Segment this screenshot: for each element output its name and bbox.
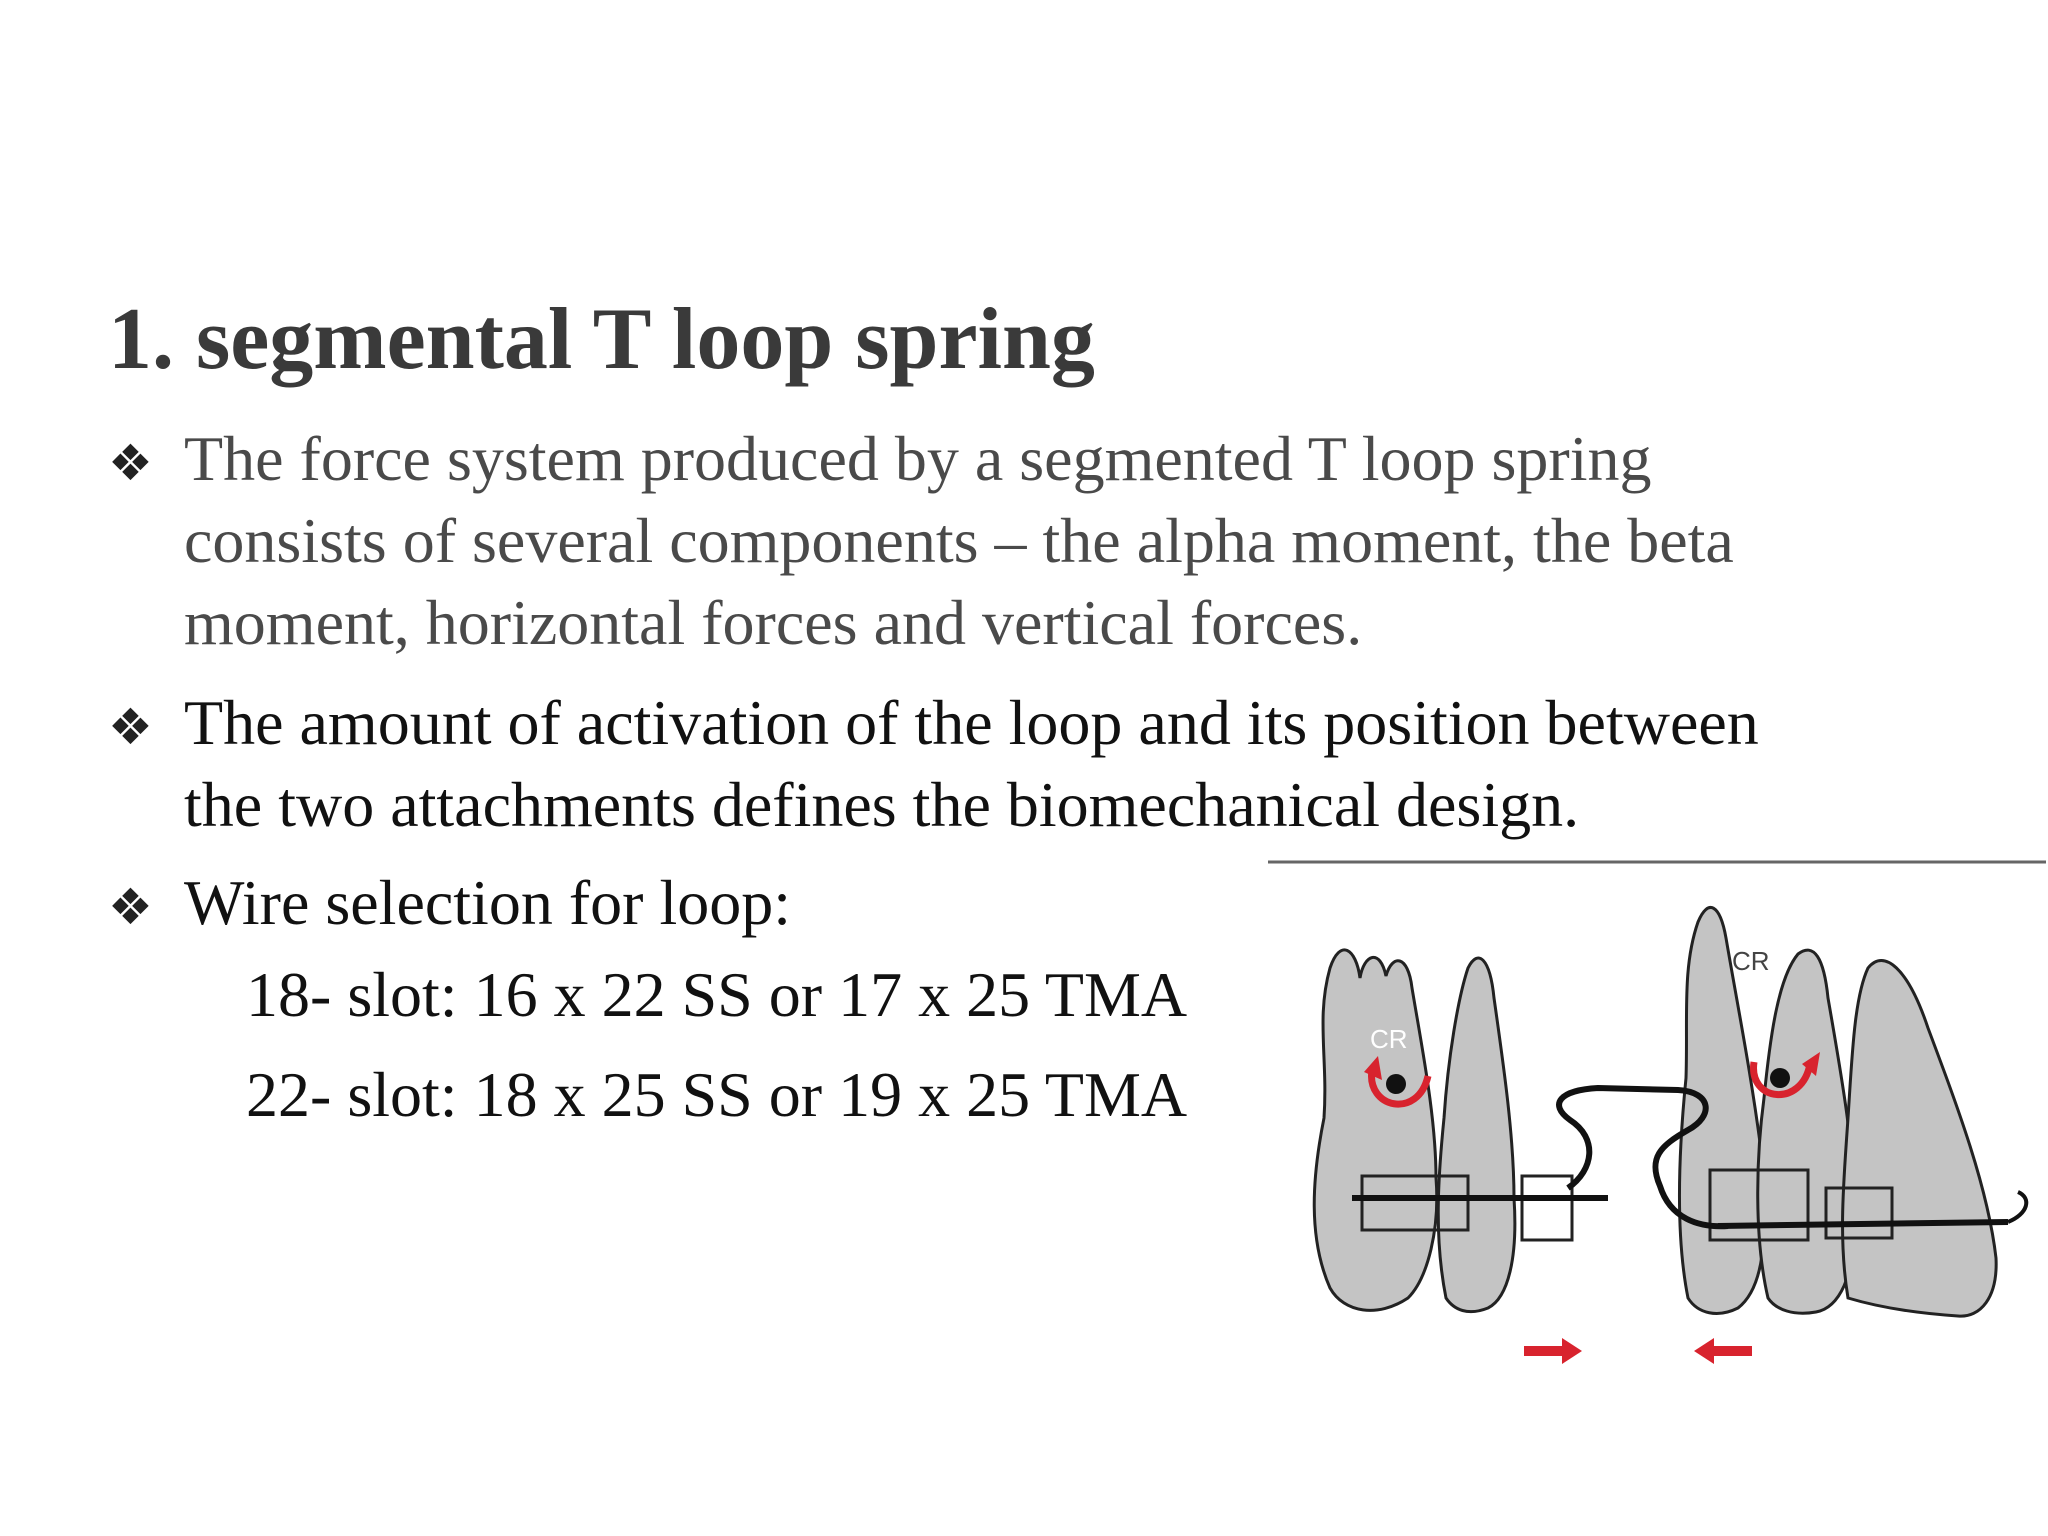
bullet-line: consists of several components – the alpha moment, the beta xyxy=(184,505,1734,576)
t-loop-diagram xyxy=(1268,858,2046,1418)
cr-label-left: CR xyxy=(1370,1024,1408,1054)
diamond-bullet-icon: ❖ xyxy=(108,434,153,492)
distal-hook xyxy=(2008,1192,2026,1222)
slide-title: 1. segmental T loop spring xyxy=(108,291,1095,388)
tooth-1 xyxy=(1314,950,1437,1310)
cr-dot-right xyxy=(1770,1068,1790,1088)
diamond-bullet-icon: ❖ xyxy=(108,878,153,936)
force-arrow-right-head xyxy=(1562,1338,1582,1364)
bullet-line: The force system produced by a segmented T loop spring xyxy=(184,423,1652,494)
diamond-bullet-icon: ❖ xyxy=(108,698,153,756)
tooth-2 xyxy=(1438,958,1515,1312)
force-arrow-left-shaft xyxy=(1712,1346,1752,1356)
bracket-2 xyxy=(1522,1176,1572,1240)
tooth-4 xyxy=(1758,950,1854,1313)
slot-18-spec: 18- slot: 16 x 22 SS or 17 x 25 TMA xyxy=(246,959,1188,1030)
cr-label-right: CR xyxy=(1732,946,1770,976)
slot-22-spec: 22- slot: 18 x 25 SS or 19 x 25 TMA xyxy=(246,1059,1188,1130)
bullet-line: moment, horizontal forces and vertical forces. xyxy=(184,587,1363,658)
bullet-line: The amount of activation of the loop and its position between xyxy=(184,687,1759,758)
bullet-line: Wire selection for loop: xyxy=(184,867,791,938)
bullet-line: the two attachments defines the biomechanical design. xyxy=(184,769,1580,840)
force-arrow-left-head xyxy=(1694,1338,1714,1364)
cr-dot-left xyxy=(1386,1074,1406,1094)
archwire-right xyxy=(1718,1222,2008,1226)
tooth-5 xyxy=(1843,961,1997,1317)
force-arrow-right-shaft xyxy=(1524,1346,1564,1356)
